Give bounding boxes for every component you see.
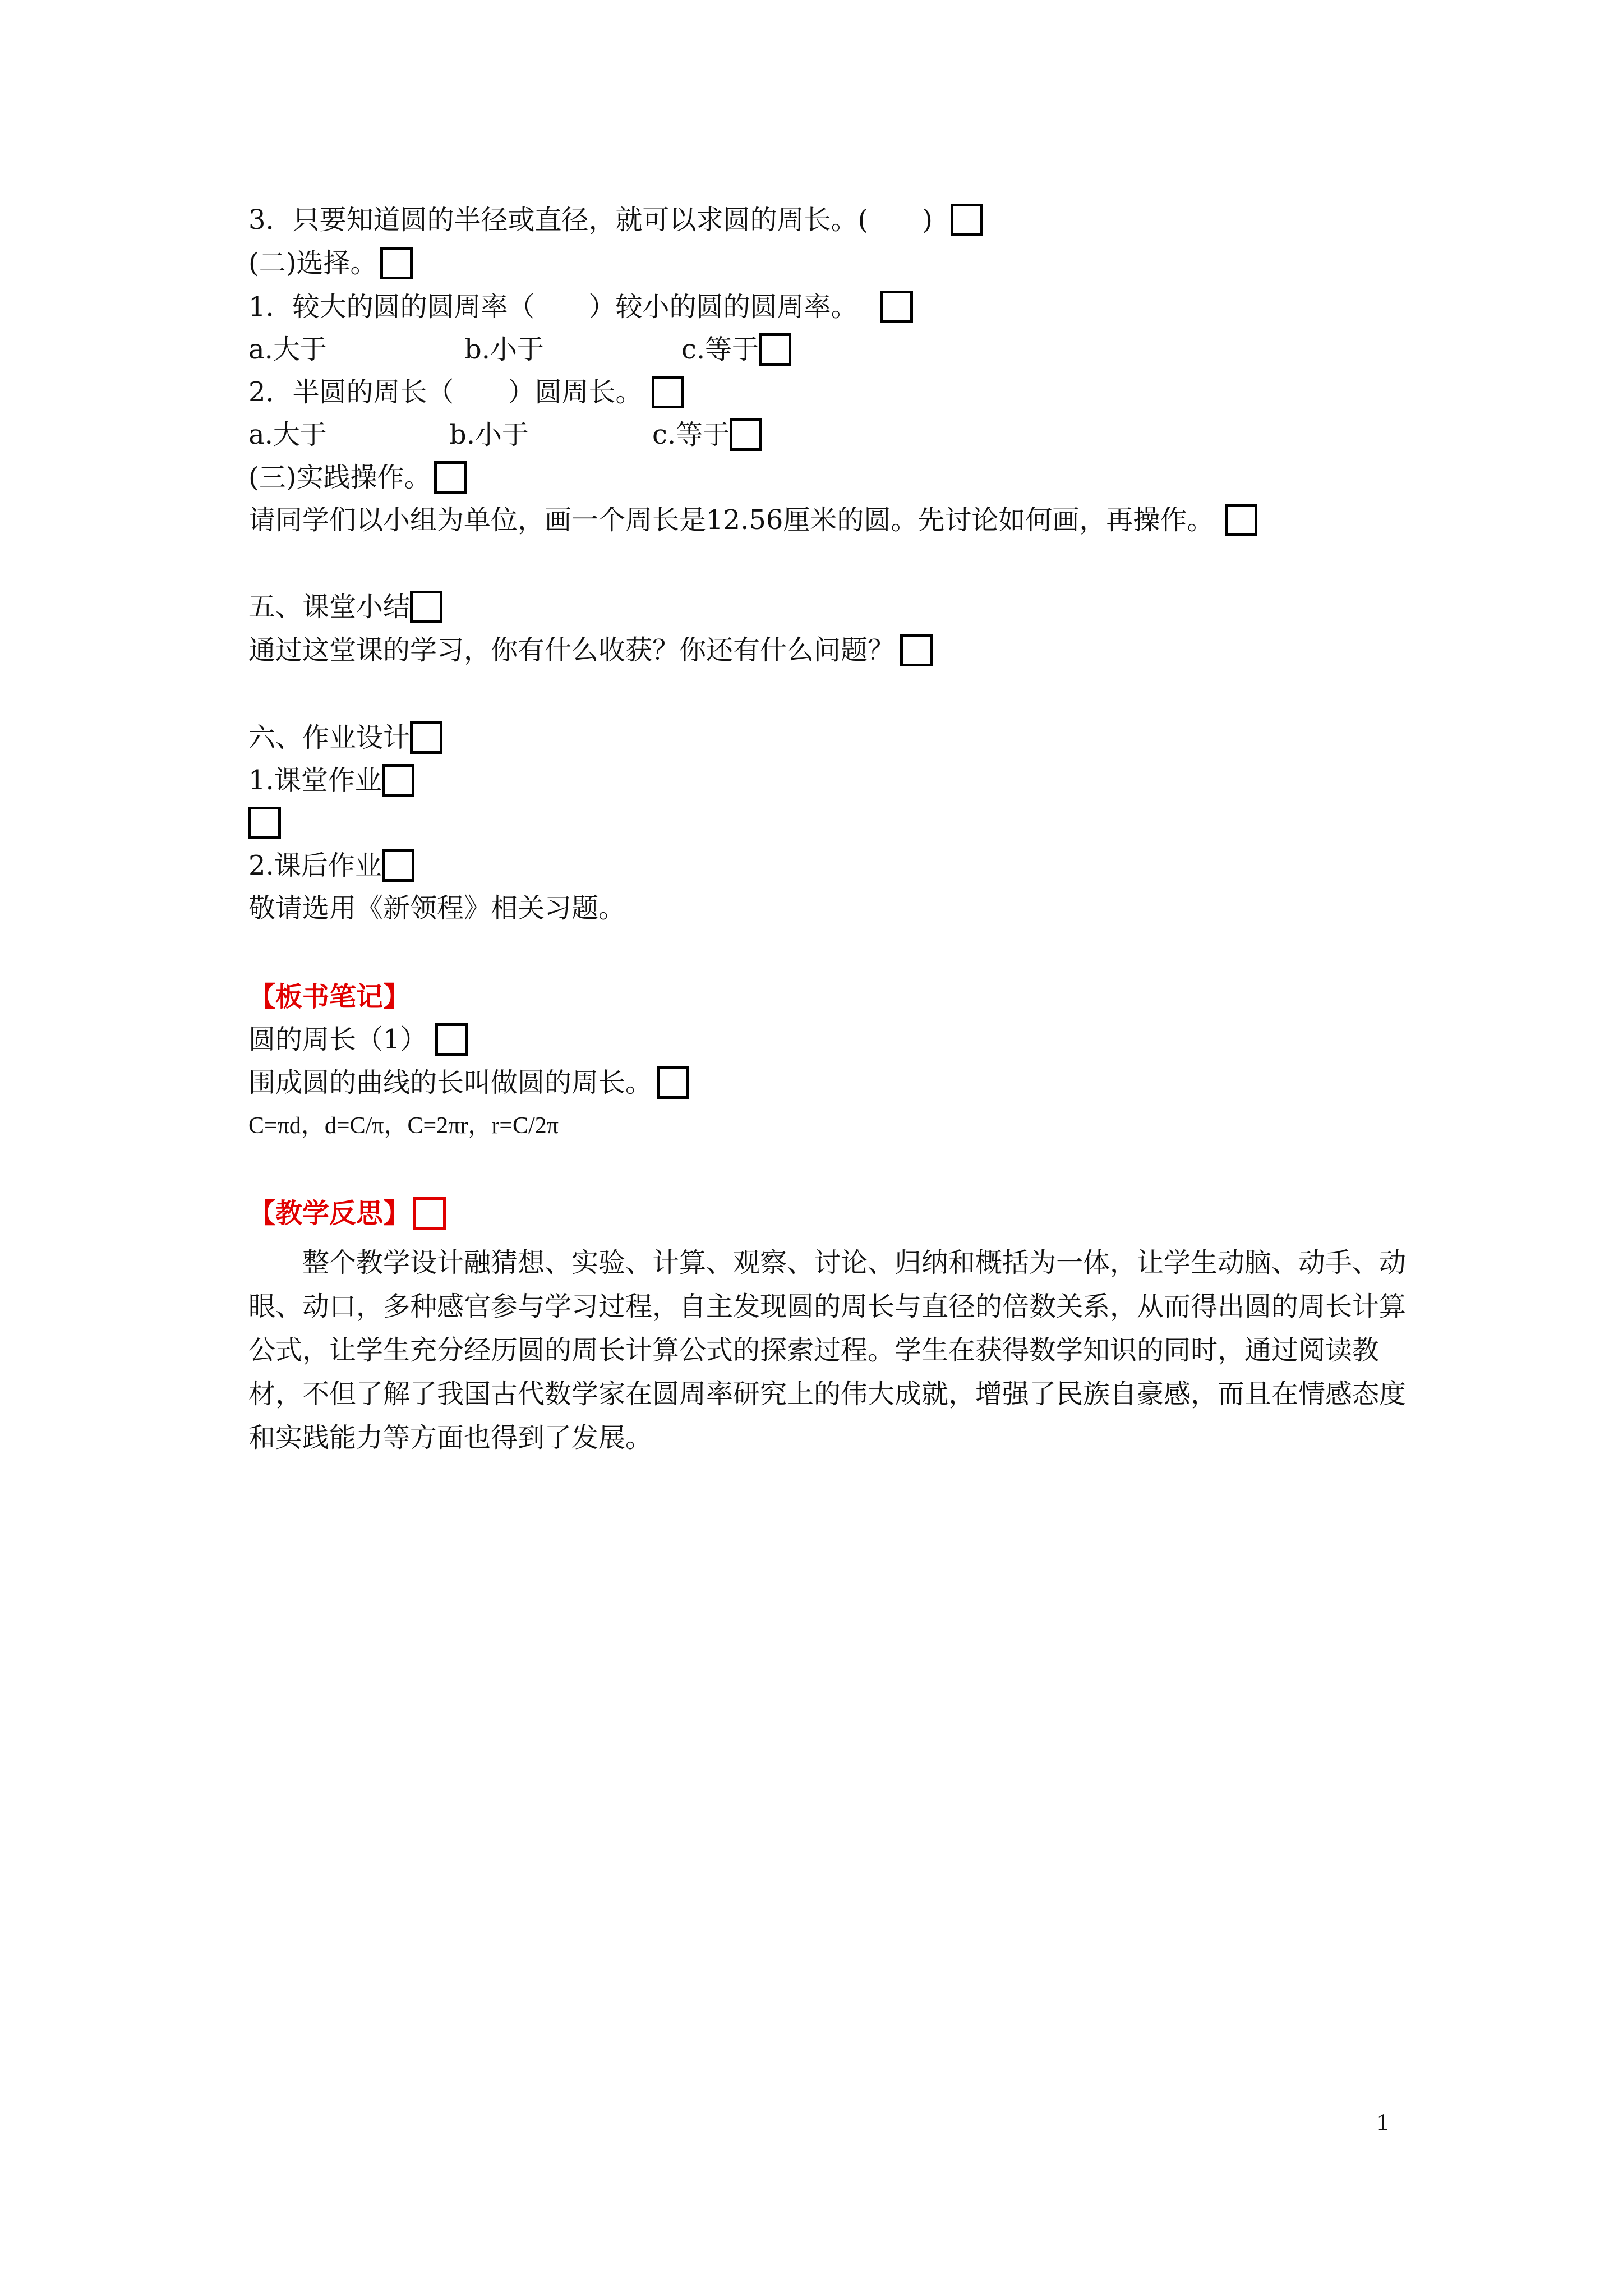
answer-box[interactable] — [900, 634, 933, 666]
homework-item-2-text: 2.课后作业 — [248, 850, 382, 881]
answer-box[interactable] — [410, 591, 442, 623]
homework-item-2 — [248, 844, 414, 887]
homework-blank-line — [248, 801, 281, 845]
board-notes-heading-text: 【板书笔记】 — [248, 981, 411, 1013]
summary-title-text: 五、课堂小结 — [248, 591, 411, 623]
homework-title-text: 六、作业设计 — [248, 722, 411, 753]
homework-note — [248, 886, 625, 930]
answer-box[interactable] — [1225, 504, 1257, 536]
answer-box[interactable] — [382, 849, 414, 882]
answer-box[interactable] — [248, 807, 281, 839]
choice-section-title — [248, 241, 413, 285]
option-c: c.等于 — [681, 334, 759, 365]
summary-title — [248, 585, 442, 629]
answer-box[interactable] — [759, 333, 791, 366]
option-c: c.等于 — [652, 419, 730, 450]
practice-section-title — [248, 455, 467, 499]
option-a: a.大于 — [248, 419, 327, 450]
summary-question — [248, 628, 933, 672]
board-notes-line-1-text: 圆的周长（1） — [248, 1024, 427, 1055]
choice-q1-options — [248, 328, 791, 371]
practice-title-text: (三)实践操作。 — [248, 462, 431, 493]
option-b: b.小于 — [464, 334, 544, 365]
answer-box[interactable] — [410, 721, 442, 754]
reflection-heading — [248, 1191, 446, 1235]
practice-text: 请同学们以小组为单位，画一个周长是12.56厘米的圆。先讨论如何画，再操作。 — [248, 504, 1214, 536]
board-notes-line-2 — [248, 1061, 689, 1105]
judge-item-3 — [248, 198, 983, 242]
homework-item-1-text: 1.课堂作业 — [248, 765, 382, 796]
option-b: b.小于 — [449, 419, 529, 450]
homework-item-1 — [248, 758, 414, 802]
answer-box[interactable] — [730, 418, 762, 451]
choice-question-2 — [248, 370, 684, 414]
answer-box[interactable] — [652, 376, 684, 408]
choice-q1-text: 1．较大的圆的圆周率（ ）较小的圆的圆周率。 — [248, 291, 858, 323]
answer-box[interactable] — [880, 291, 913, 323]
practice-instruction — [248, 498, 1257, 542]
option-a: a.大于 — [248, 334, 327, 365]
reflection-heading-text: 【教学反思】 — [248, 1198, 411, 1229]
answer-box[interactable] — [435, 1023, 468, 1056]
board-notes-formula — [248, 1104, 559, 1148]
answer-box[interactable] — [657, 1066, 689, 1099]
homework-note-text: 敬请选用《新领程》相关习题。 — [248, 892, 626, 924]
board-notes-line-1 — [248, 1018, 468, 1061]
choice-question-1 — [248, 285, 913, 329]
summary-text: 通过这堂课的学习，你有什么收获？你还有什么问题？ — [248, 634, 895, 666]
answer-box[interactable] — [413, 1197, 446, 1230]
reflection-paragraph: 整个教学设计融猜想、实验、计算、观察、讨论、归纳和概括为一体，让学生动脑、动手、动眼、动口，多种感官参与学习过程，自主发现圆的周长与直径的倍数关系，从而得出圆的周长计算公式，让学生充分经历圆的周长计算公式的探索过程。学生在获得数学知识的同时，通过阅读教材，不但了解了我国古代数学家在圆周率研究上的伟大成就，增强了民族自豪感，而且在情感态度和实践能力等方面也得到了发展。 — [248, 1247, 1407, 1453]
judge-item-3-text: 3．只要知道圆的半径或直径，就可以求圆的周长。( ) — [248, 204, 933, 236]
answer-box[interactable] — [951, 204, 983, 236]
choice-q2-text: 2．半圆的周长（ ）圆周长。 — [248, 376, 643, 408]
choice-title-text: (二)选择。 — [248, 247, 377, 279]
answer-box[interactable] — [382, 764, 414, 797]
board-notes-line-2-text: 围成圆的曲线的长叫做圆的周长。 — [248, 1067, 653, 1098]
answer-box[interactable] — [434, 461, 467, 494]
page-number: 1 — [1377, 2110, 1389, 2136]
formula-text: C=πd，d=C/π，C=2πr，r=C/2π — [248, 1113, 559, 1139]
homework-title — [248, 716, 442, 760]
choice-q2-options — [248, 413, 762, 457]
answer-box[interactable] — [380, 247, 413, 279]
board-notes-heading — [248, 975, 410, 1019]
